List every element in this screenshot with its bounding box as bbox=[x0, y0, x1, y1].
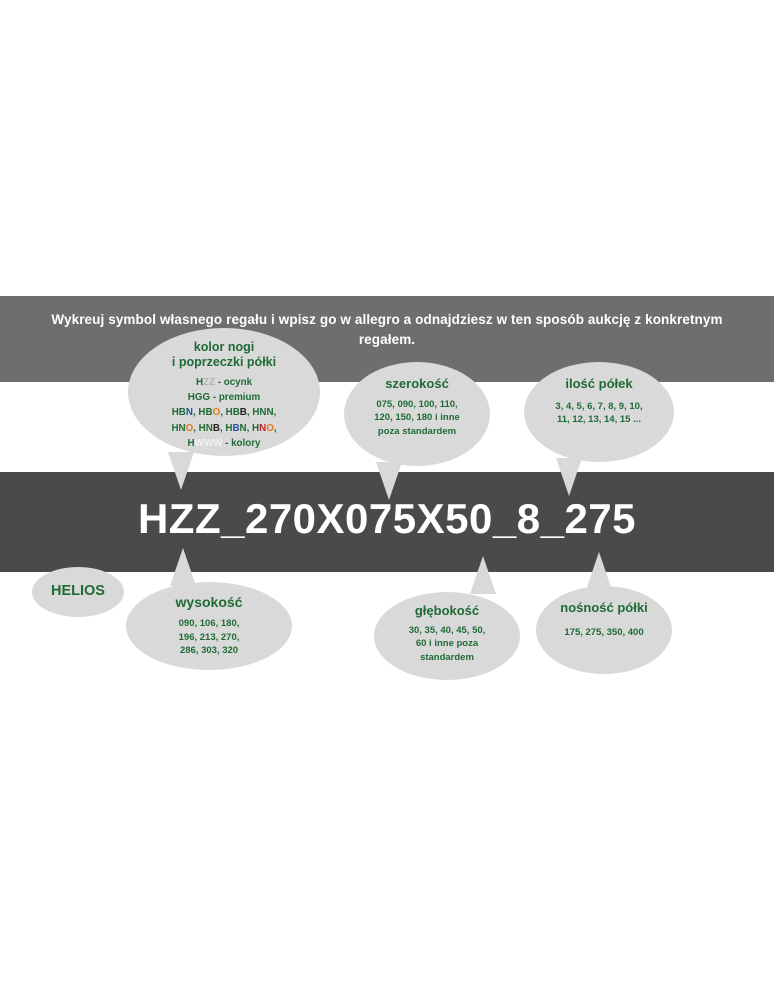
callout-leg-color bbox=[128, 328, 320, 456]
product-code: HZZ_270X075X50_8_275 bbox=[137, 495, 637, 542]
callout-leg-color-line bbox=[138, 421, 310, 436]
callout-width-title: szerokość bbox=[385, 376, 449, 391]
code-segment: , bbox=[273, 422, 277, 434]
callout-depth-title: głębokość bbox=[414, 603, 480, 618]
code-segment: HB bbox=[171, 407, 186, 419]
callout-depth-line: 60 i inne poza bbox=[415, 638, 479, 650]
callout-brand bbox=[32, 567, 124, 617]
code-segment: O bbox=[266, 422, 274, 434]
callout-width-line: 120, 150, 180 i inne bbox=[374, 412, 460, 424]
callout-depth-line: standardem bbox=[420, 652, 474, 664]
callout-width bbox=[344, 362, 490, 466]
code-segment: , HNN, bbox=[246, 407, 277, 419]
callout-depth-line: 30, 35, 40, 45, 50, bbox=[408, 624, 486, 636]
callout-leg-color-title-2: i poprzeczki półki bbox=[171, 355, 277, 369]
callout-tail-leg-color bbox=[168, 452, 194, 490]
callout-leg-color-title-1: kolor nogi bbox=[193, 340, 255, 354]
code-segment: , HN bbox=[193, 422, 213, 434]
callout-leg-color-line bbox=[138, 390, 310, 405]
callout-leg-color-codes bbox=[138, 375, 310, 451]
code-segment: - kolory bbox=[222, 437, 261, 449]
code-segment: B bbox=[212, 422, 220, 434]
callout-shelf-count bbox=[524, 362, 674, 462]
code-segment: O bbox=[185, 422, 194, 434]
headline-text: Wykreuj symbol własnego regału i wpisz go w allegro a odnajdziesz w ten sposób aukcję z konkretnym regałem. bbox=[51, 312, 723, 347]
callout-tail-shelf-count bbox=[556, 458, 582, 496]
callout-width-line: poza standardem bbox=[377, 426, 457, 438]
callout-leg-color-line bbox=[138, 405, 310, 420]
callout-depth bbox=[374, 592, 520, 680]
code-segment: O bbox=[212, 407, 221, 419]
code-segment: HN bbox=[171, 422, 186, 434]
code-segment: B bbox=[232, 422, 240, 434]
callout-load-title: nośność półki bbox=[560, 600, 648, 615]
code-segment: , H bbox=[246, 422, 260, 434]
code-segment: N bbox=[185, 407, 193, 419]
code-segment: ZZ bbox=[203, 377, 215, 388]
code-segment: , HB bbox=[220, 407, 240, 419]
callout-height-line: 286, 303, 320 bbox=[179, 645, 239, 657]
callout-shelf-count-title: ilość półek bbox=[565, 376, 633, 391]
callout-height-line: 196, 213, 270, bbox=[178, 631, 240, 643]
callout-width-line: 075, 090, 100, 110, bbox=[376, 398, 458, 410]
code-segment: H bbox=[195, 377, 204, 388]
callout-load bbox=[536, 586, 672, 674]
callout-tail-height bbox=[170, 548, 196, 586]
code-segment: , H bbox=[219, 422, 233, 434]
code-segment: B bbox=[239, 407, 247, 419]
code-segment: WWW bbox=[194, 437, 223, 449]
callout-height-line: 090, 106, 180, bbox=[178, 617, 240, 629]
callout-tail-depth bbox=[470, 556, 496, 594]
callout-shelf-count-line: 11, 12, 13, 14, 15 ... bbox=[557, 414, 641, 426]
code-segment: - ocynk bbox=[215, 377, 253, 388]
callout-height-title: wysokość bbox=[175, 594, 243, 610]
callout-brand-label: HELIOS bbox=[51, 583, 105, 600]
code-segment: N bbox=[239, 422, 247, 434]
code-segment: H bbox=[187, 437, 195, 449]
code-segment: , HB bbox=[192, 407, 213, 419]
code-segment: HGG - premium bbox=[187, 392, 261, 404]
callout-load-line: 175, 275, 350, 400 bbox=[564, 626, 644, 638]
callout-tail-load bbox=[586, 552, 612, 590]
callout-leg-color-line bbox=[138, 375, 310, 390]
callout-shelf-count-line: 3, 4, 5, 6, 7, 8, 9, 10, bbox=[555, 400, 643, 412]
code-segment: N bbox=[259, 422, 267, 434]
callout-height bbox=[126, 582, 292, 670]
callout-leg-color-line bbox=[138, 436, 310, 451]
callout-tail-width bbox=[376, 462, 402, 500]
